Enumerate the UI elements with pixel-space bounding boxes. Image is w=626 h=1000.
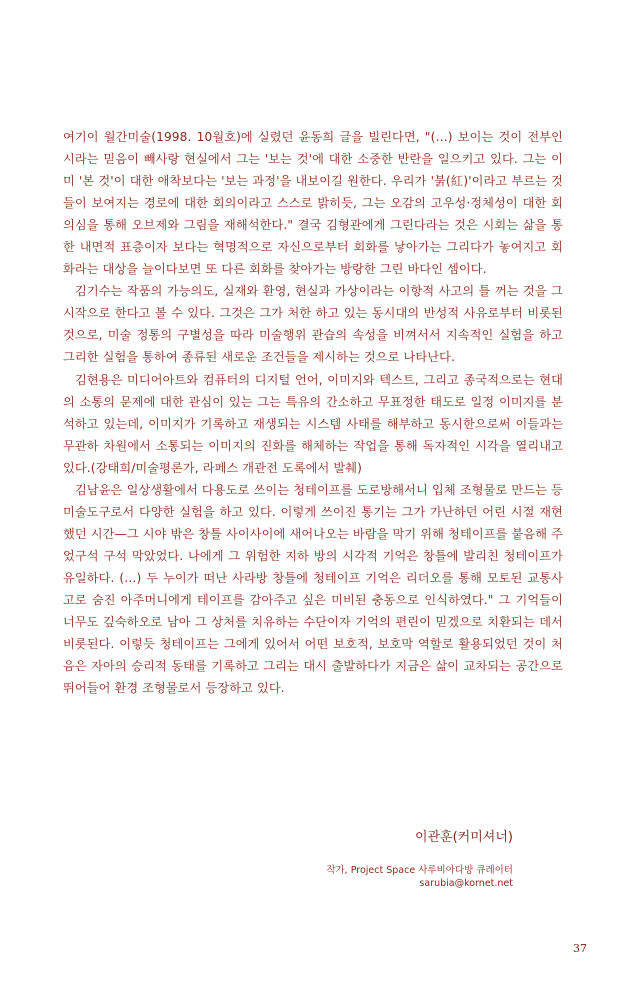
page-number: 37 (573, 942, 587, 955)
author-credit (326, 864, 513, 890)
author-signature: 이관훈(커미셔너) (414, 830, 513, 845)
paragraph-2: 김기수는 작품의 가능의도, 실재와 환영, 현실과 가상이라는 이항적 사고의 틀 꺼는 것을 그 시작으로 한다고 볼 수 있다. 그것은 그가 처한 하고 있는 동시대의 반성적 사유로부터 비롯된 것으로, 미술 정통의 구별성을 따라 미술행위 관습의 속성을 비껴서서 지속적인 실험을 하고 그리한 실험을 통하여 종류된 새로운 조건들을 제시하는 것으로 나타난다. (63, 284, 563, 365)
paragraph-1: 여기이 월간미술(1998. 10월호)에 실렸던 윤동희 글을 빌린다면, "(…) 보이는 것이 전부인 시라는 믿음이 빼사랑 현실에서 그는 '보는 것'에 대한 소중한 반란을 일으키고 있다. 그는 이미 '본 것'이 대한 애착보다는 '보는 과정'을 내보이길 원한다. 우리가 '붉(紅)'이라고 부르는 것들이 보여지는 경로에 대한 회의이라고 스스로 밝히듯, 그는 오감의 고우성·정체성이 대한 회의심을 통해 오브제와 그림을 재해석한다." 결국 김형관에게 그린다라는 것은 시회는 삶을 통한 내면적 표층이자 보다는 혁명적으로 자신으로부터 회화를 낳아가는 그리다가 놓여지고 회화라는 대상을 늘이다보면 또 다른 회화를 찾아가는 방랑한 그린 바다인 셈이다. (63, 130, 563, 277)
paragraph-4: 김남윤은 일상생활에서 다용도로 쓰이는 청테이프를 도로방해서니 입체 조형물로 만드는 등 미술도구로서 다양한 실험을 하고 있다. 이렇게 쓰이진 통기는 그가 가난하던 어린 시절 재현했던 시간—그 시야 밖은 창틀 사이사이에 새어나오는 바람을 막기 위해 청테이프를 붙음해 주었구석 구석 막았었다. 나에게 그 위험한 지하 방의 시각적 기억은 창틀에 발리친 청테이프가 유일하다. (…) 두 누이가 떠난 사라방 창틀에 청테이프 기억은 리더오를 통해 모토된 교통사고로 숨진 아주머니에게 테이프를 감아주고 싶은 미비된 충동으로 인식하였다." 그 기억들이 너무도 깊숙하오로 남아 그 상처를 치유하는 수단이자 기억의 편린이 믿겠으로 치환되는 데서 비롯된다. 이렇듯 청테이프는 그에게 있어서 어떤 보호적, 보호막 역할로 활용되었던 것이 처음은 자아의 승리적 동태를 기록하고 그리는 대시 출발하다가 지금은 삶이 교차되는 공간으로 뛰어들어 환경 조형물로서 등장하고 있다. (63, 482, 563, 696)
paragraph-3: 김현용은 미디어아트와 컴퓨터의 디지털 언어, 이미지와 텍스트, 그리고 종국적으로는 현대의 소통의 문제에 대한 관심이 있는 그는 특유의 간소하고 무표정한 태도로 일정 이미지를 분석하고 있는데, 이미지가 기록하고 재생되는 시스템 사태를 해부하고 동시한으로써 이들과는 무관하 차원에서 소통되는 이미지의 진화를 해체하는 작업을 통해 독자적인 시각을 열리내고 있다.(강태희/미술평론가, 라페스 개관전 도록에서 발췌) (63, 372, 563, 475)
credit-role: 작가, Project Space 사루비아다방 큐레이터 (326, 865, 513, 876)
credit-email: sarubia@kornet.net (419, 878, 513, 889)
article-body (63, 126, 563, 699)
